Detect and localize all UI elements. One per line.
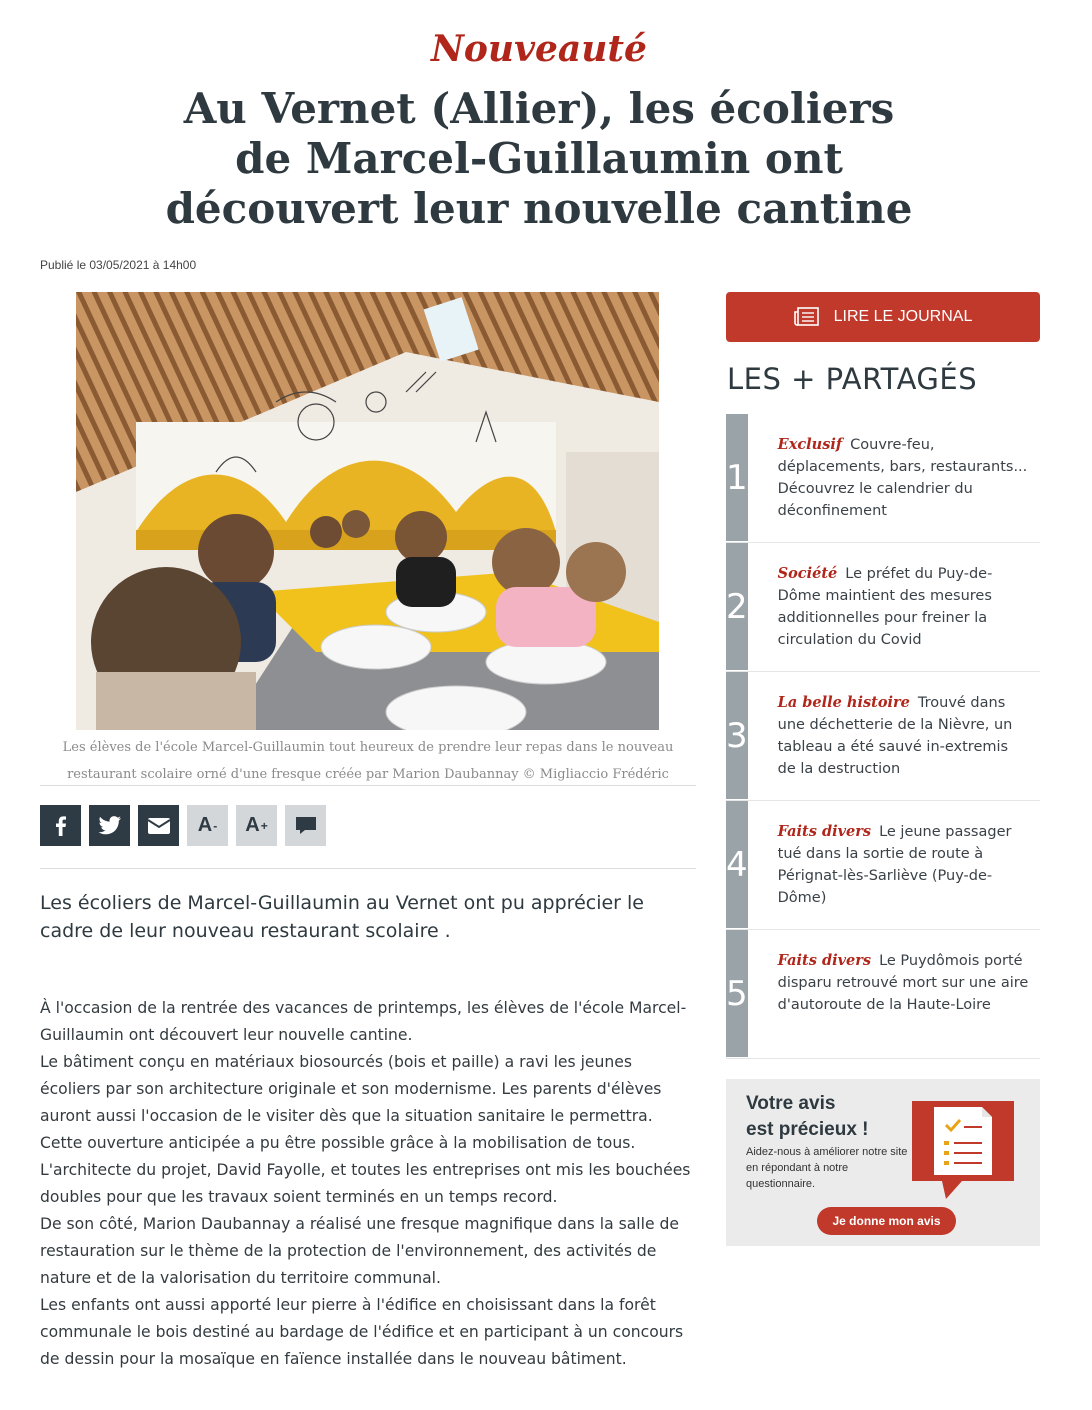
survey-heading-line: Votre avis: [746, 1093, 836, 1114]
twitter-icon: [98, 815, 122, 837]
photo-caption: Les élèves de l'école Marcel-Guillaumin tout heureux de prendre leur repas dans le nouveau restaurant scolaire orné d'une fresque créée par Marion Daubannay © Migliaccio Frédéric: [62, 740, 674, 782]
font-increase-label: A: [245, 814, 260, 836]
comment-button[interactable]: [285, 805, 326, 846]
twitter-share-button[interactable]: [89, 805, 130, 846]
most-shared-title: LES + PARTAGÉS: [727, 362, 978, 396]
rank-number: 4: [726, 801, 748, 929]
article-paragraph: Cette ouverture anticipée a pu être possible grâce à la mobilisation de tous. L'architecte du projet, David Fayolle, et toutes les entreprises ont mis les bouchées doubles pour que les travaux soient terminés en un temps record.: [40, 1134, 691, 1206]
item-headline: Le jeune passager tué dans la sortie de route à Pérignat-lès-Sarliève (Puy-de-Dôme): [777, 824, 1012, 906]
rank-number: 2: [726, 543, 748, 671]
newspaper-icon: [794, 307, 820, 327]
article-title: Au Vernet (Allier), les écoliers de Marcel-Guillaumin ont découvert leur nouvelle cantine: [165, 84, 913, 233]
most-shared-item[interactable]: [726, 801, 1040, 930]
most-shared-item[interactable]: [726, 672, 1040, 801]
facebook-share-button[interactable]: [40, 805, 81, 846]
survey-button[interactable]: Je donne mon avis: [817, 1207, 956, 1235]
email-icon: [147, 817, 171, 835]
font-decrease-sign: -: [213, 818, 218, 833]
read-newspaper-button[interactable]: [726, 292, 1040, 342]
rank-number: 1: [726, 414, 748, 542]
publish-date: Publié le 03/05/2021 à 14h00: [40, 258, 197, 272]
font-decrease-button[interactable]: [187, 805, 228, 846]
item-headline: Le Puydômois porté disparu retrouvé mort sur une aire d'autoroute de la Haute-Loire: [777, 953, 1029, 1013]
rank-number: 5: [726, 930, 748, 1058]
article-photo[interactable]: [76, 292, 659, 730]
article-paragraph: À l'occasion de la rentrée des vacances de printemps, les élèves de l'école Marcel-Guillaumin ont découvert leur nouvelle cantine.: [40, 999, 687, 1044]
item-category: Exclusif: [777, 436, 843, 453]
article-body: [40, 995, 696, 1373]
article-lead: Les écoliers de Marcel-Guillaumin au Vernet ont pu apprécier le cadre de leur nouveau restaurant scolaire .: [40, 892, 644, 942]
item-category: Faits divers: [777, 952, 872, 969]
most-shared-item[interactable]: [726, 930, 1040, 1059]
survey-heading-line: est précieux !: [746, 1119, 869, 1140]
photo-illustration: [76, 292, 659, 730]
font-increase-button[interactable]: [236, 805, 277, 846]
divider: [40, 785, 696, 786]
item-headline: Couvre-feu, déplacements, bars, restaurants... Découvrez le calendrier du déconfinement: [777, 437, 1028, 519]
survey-description: Aidez-nous à améliorer notre site en répondant à notre questionnaire.: [746, 1146, 908, 1190]
font-increase-sign: +: [260, 818, 268, 833]
survey-clipboard-icon: [912, 1099, 1016, 1201]
font-decrease-label: A: [197, 814, 213, 836]
item-category: Société: [777, 565, 838, 582]
divider: [40, 868, 696, 869]
email-share-button[interactable]: [138, 805, 179, 846]
most-shared-item[interactable]: [726, 543, 1040, 672]
share-toolbar: [40, 805, 326, 846]
item-category: Faits divers: [777, 823, 872, 840]
article-paragraph: Le bâtiment conçu en matériaux biosourcés (bois et paille) a ravi les jeunes écoliers par son architecture originale et son modernisme. Les parents d'élèves auront aussi l'occasion de le visiter dès que la situation sanitaire le permettra.: [40, 1053, 662, 1125]
most-shared-list: [726, 414, 1040, 1059]
article-paragraph: Les enfants ont aussi apporté leur pierre à l'édifice en choisissant dans la forêt communale le bois destiné au bardage de l'édifice et en participant à un concours de dessin pour la mosaïque en faïence installée dans le nouveau bâtiment.: [40, 1296, 684, 1368]
most-shared-item[interactable]: [726, 414, 1040, 543]
facebook-icon: [50, 815, 72, 837]
comment-icon: [295, 816, 317, 836]
article-kicker: Nouveauté: [431, 28, 647, 70]
read-newspaper-label: LIRE LE JOURNAL: [833, 308, 973, 325]
item-headline: Le préfet du Puy-de-Dôme maintient des mesures additionnelles pour freiner la circulation du Covid: [777, 566, 993, 648]
item-headline: Trouvé dans une déchetterie de la Nièvre, un tableau a été sauvé in-extremis de la destruction: [777, 695, 1013, 777]
survey-heading: [746, 1091, 869, 1143]
item-category: La belle histoire: [777, 694, 910, 711]
survey-box: [726, 1079, 1040, 1246]
rank-number: 3: [726, 672, 748, 800]
article-paragraph: De son côté, Marion Daubannay a réalisé une fresque magnifique dans la salle de restauration sur le thème de la protection de l'environnement, des activités de nature et de la valorisation du territoire communal.: [40, 1215, 680, 1287]
